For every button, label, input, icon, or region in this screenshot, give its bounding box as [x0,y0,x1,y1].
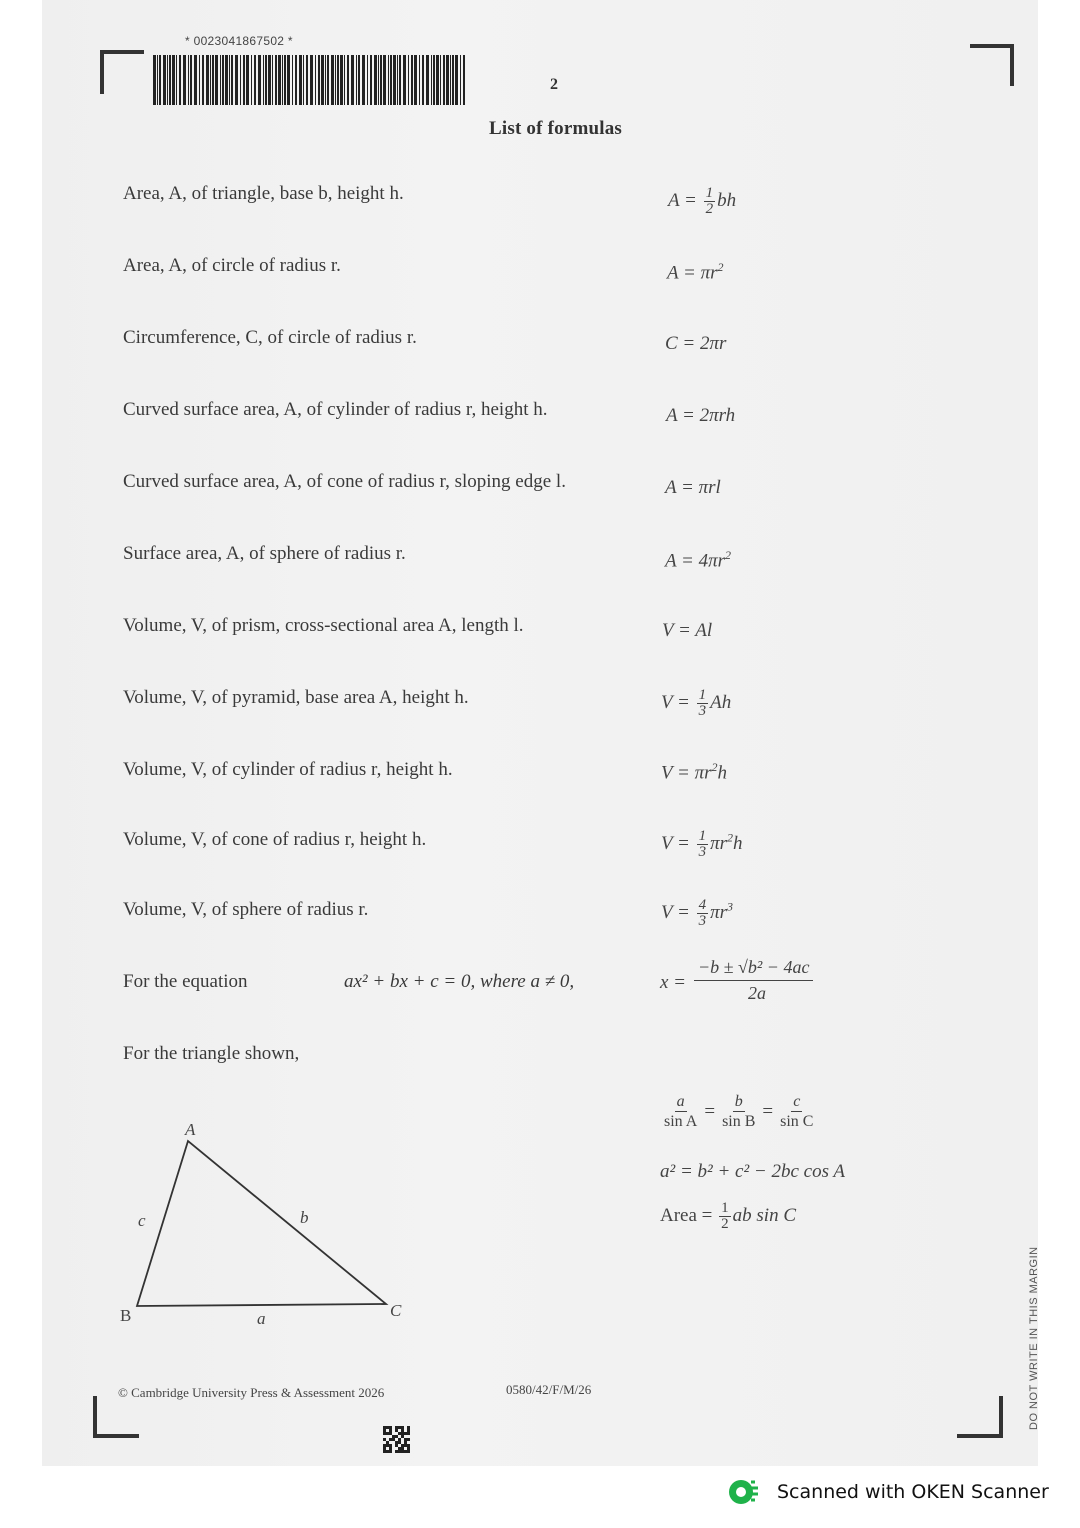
triangle-diagram [110,1110,420,1335]
sine-rule-num-a: a [676,1093,685,1110]
sine-rule-den-b: sin B [722,1113,756,1130]
formula-expression: $A = \pi r^2$ [667,260,724,284]
triangle-label: For the triangle shown, [123,1043,300,1064]
barcode [153,55,466,105]
vertex-c-label: C [390,1301,402,1320]
quadratic-equation: ax² + bx + c = 0, where a ≠ 0, [344,971,575,992]
formula-expression: V = $\frac{1}{3}$ $\pi r^2h$ [661,828,743,860]
formula-expression: V = $\frac{4}{3}$ $\pi r^3$ [661,897,734,929]
qr-code [383,1426,410,1453]
formula-label: Surface area, A, of sphere of radius r. [123,543,406,564]
serial-number: * 0023041867502 * [185,34,293,48]
formula-label: Volume, V, of sphere of radius r. [123,899,369,920]
formula-label: Area, A, of circle of radius r. [123,255,341,276]
side-c-label: c [138,1211,146,1230]
page-title: List of formulas [489,118,623,139]
scanner-text: Scanned with OKEN Scanner [777,1481,1049,1503]
vertex-b-label: B [120,1306,132,1325]
vertex-a-label: A [185,1120,196,1139]
sine-rule: $\frac{a}{\text{sin A}}$ = $\frac{b}{\text{sin B}}$ = $\frac{c}{\text{sin C}}$ [664,1093,814,1130]
sine-rule-num-b: b [734,1093,743,1110]
paper-code: 0580/42/F/M/26 [506,1382,592,1397]
corner-mark-bottom-right [957,1396,1003,1438]
formula-expression: $V = \pi r^2h$ [661,760,727,784]
quadratic-denominator: 2a [748,983,766,1003]
formula-expression: C = 2πr [665,333,727,354]
formula-expression: A = $\frac{1}{2}$ bh [668,185,737,217]
formula-label: Area, A, of triangle, base b, height h. [123,183,404,204]
quadratic-label: For the equation [123,971,248,992]
formula-expression: A = πrl [665,477,721,498]
formula-label: Curved surface area, A, of cone of radius r, sloping edge l. [123,471,566,492]
formula-label: Circumference, C, of circle of radius r. [123,327,417,348]
corner-mark-top-right [970,44,1014,86]
formula-label: Curved surface area, A, of cylinder of radius r, height h. [123,399,548,420]
corner-mark-top-left [100,50,144,94]
formula-label: Volume, V, of cone of radius r, height h. [123,829,427,850]
formula-expression: $A = 4\pi r^2$ [665,548,731,572]
oken-logo-icon [727,1478,763,1506]
side-a-label: a [257,1309,266,1328]
formula-expression: A = 2πrh [666,405,736,426]
cosine-rule: a² = b² + c² − 2bc cos A [660,1161,846,1182]
formula-expression: V = $\frac{1}{3}$ Ah [661,687,732,719]
side-b-label: b [300,1208,309,1227]
triangle-area-prefix: Area = [660,1204,713,1226]
copyright: © Cambridge University Press & Assessment 2026 [118,1385,385,1400]
scanner-watermark [727,1478,1049,1506]
margin-warning: DO NOT WRITE IN THIS MARGIN [1028,1246,1040,1430]
triangle-area-formula: Area = $\frac{1}{2}$ ab sin C [660,1200,796,1232]
formula-label: Volume, V, of cylinder of radius r, height h. [123,759,453,780]
page-number: 2 [550,76,558,93]
sine-rule-den-c: sin C [780,1113,814,1130]
quadratic-numerator: −b ± √b² − 4ac [694,957,813,981]
triangle-shape [137,1141,386,1306]
sine-rule-num-c: c [793,1093,801,1110]
formula-label: Volume, V, of prism, cross-sectional area A, length l. [123,615,524,636]
formula-label: Volume, V, of pyramid, base area A, height h. [123,687,469,708]
quadratic-x-prefix: x = [660,972,687,993]
formula-expression: V = Al [662,620,713,641]
sine-rule-den-a: sin A [664,1113,698,1130]
corner-mark-bottom-left [93,1396,139,1438]
triangle-area-suffix: ab sin C [732,1204,796,1226]
